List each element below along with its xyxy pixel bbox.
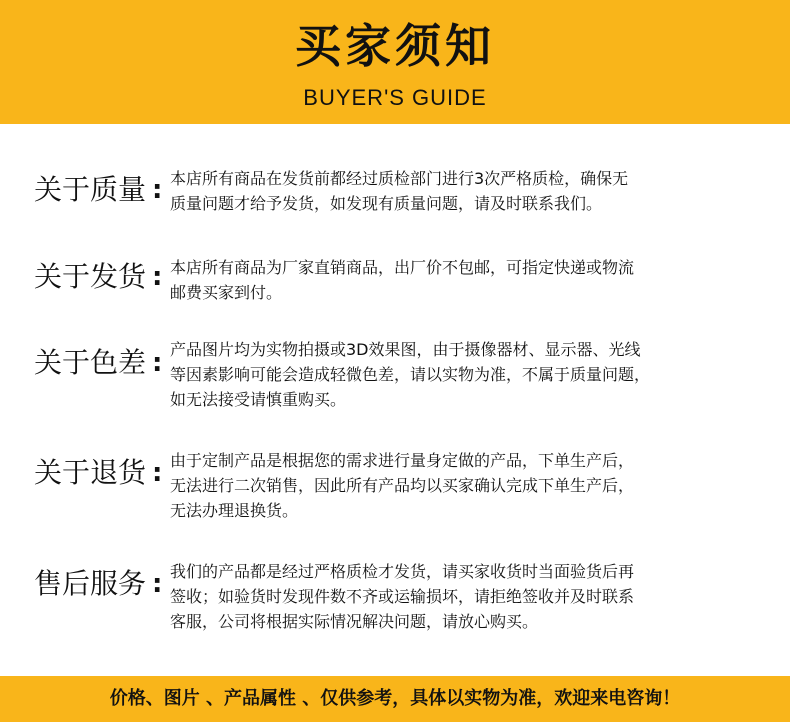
section-colon: : xyxy=(152,458,163,488)
section-body xyxy=(170,255,770,305)
section-line: 本店所有商品为厂家直销商品，出厂价不包邮，可指定快递或物流 xyxy=(170,258,635,277)
section-line: 邮费买家到付。 xyxy=(170,283,283,302)
section-label: 关于质量 xyxy=(34,173,147,206)
section-body xyxy=(170,337,770,412)
page-subtitle: BUYER'S GUIDE xyxy=(303,85,487,110)
section-body xyxy=(170,448,770,523)
section-line: 我们的产品都是经过严格质检才发货，请买家收货时当面验货后再 xyxy=(170,562,635,581)
section-colon: : xyxy=(152,569,163,599)
section-line: 如无法接受请慎重购买。 xyxy=(170,390,347,409)
footer-notice: 价格、图片 、产品属性 、仅供参考，具体以实物为准，欢迎来电咨询！ xyxy=(109,688,681,709)
footer-banner xyxy=(0,676,790,722)
section-body xyxy=(170,559,770,634)
section-label: 关于退货 xyxy=(34,456,147,489)
header-banner xyxy=(0,0,790,124)
section-line: 质量问题才给予发货，如发现有质量问题，请及时联系我们。 xyxy=(170,194,603,213)
section-line: 由于定制产品是根据您的需求进行量身定做的产品，下单生产后， xyxy=(170,451,635,470)
section-colon: : xyxy=(152,262,163,292)
section-line: 产品图片均为实物拍摄或3D效果图，由于摄像器材、显示器、光线 xyxy=(170,340,641,359)
section-line: 本店所有商品在发货前都经过质检部门进行3次严格质检，确保无 xyxy=(170,169,629,188)
section-colon: : xyxy=(152,175,163,205)
section-label: 关于发货 xyxy=(34,260,147,293)
page-title: 买家须知 xyxy=(295,19,495,73)
section-body xyxy=(170,166,770,216)
section-label: 关于色差 xyxy=(34,346,147,379)
section-line: 无法办理退换货。 xyxy=(170,501,299,520)
section-line: 客服，公司将根据实际情况解决问题，请放心购买。 xyxy=(170,612,539,631)
section-label: 售后服务 xyxy=(34,567,147,600)
section-line: 等因素影响可能会造成轻微色差，请以实物为准，不属于质量问题， xyxy=(170,365,651,384)
section-line: 签收；如验货时发现件数不齐或运输损坏，请拒绝签收并及时联系 xyxy=(170,587,635,606)
section-colon: : xyxy=(152,348,163,378)
section-line: 无法进行二次销售，因此所有产品均以买家确认完成下单生产后， xyxy=(170,476,635,495)
